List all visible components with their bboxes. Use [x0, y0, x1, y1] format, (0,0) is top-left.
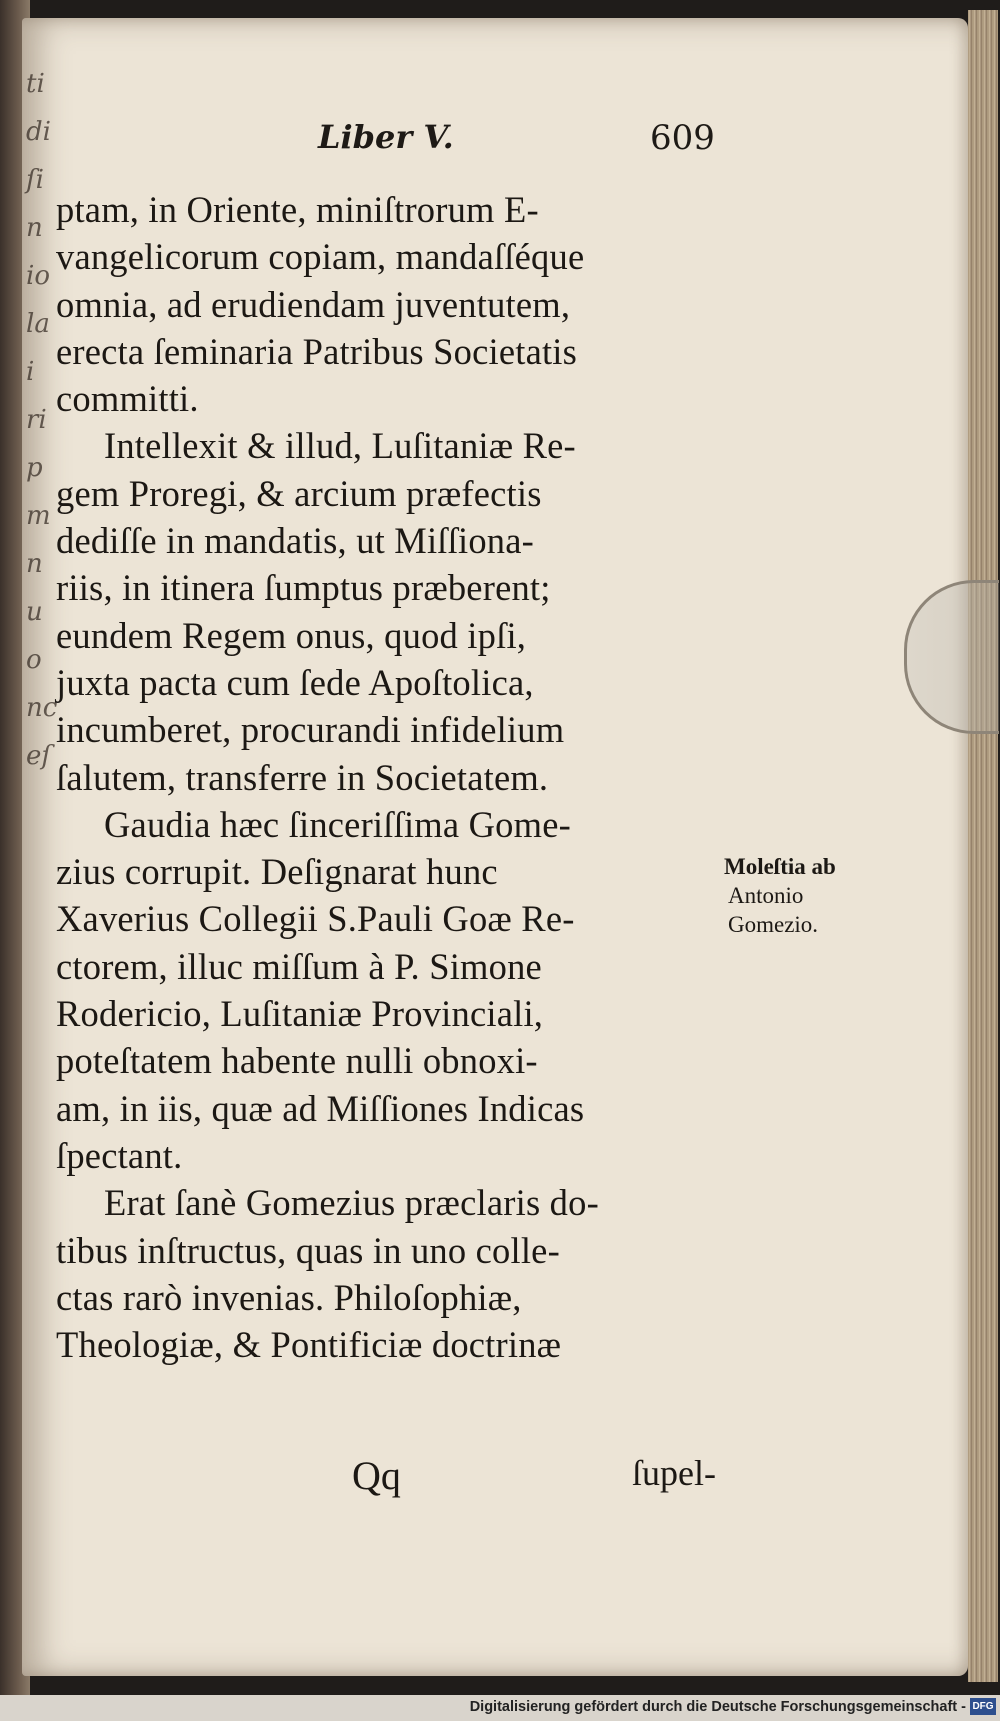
text-line: zius corrupit. Deſignarat hunc [56, 851, 498, 893]
body-text [56, 186, 716, 1368]
text-line: poteſtatem habente nulli obnoxi- [56, 1040, 538, 1082]
text-line: gem Proregi, & arcium præfectis [56, 472, 542, 514]
facing-page-bleed [26, 60, 58, 1540]
page-number: 609 [650, 118, 715, 158]
text-line: ſpectant. [56, 1134, 183, 1176]
bleed-fragment: o [26, 645, 42, 675]
dfg-logo: DFG [970, 1698, 996, 1715]
text-line: ſalutem, transferre in Societatem. [56, 756, 549, 798]
text-line: riis, in itinera ſumptus præberent; [56, 567, 551, 609]
text-line: Erat ſanè Gomezius præclaris do- [104, 1182, 599, 1224]
bleed-fragment: m [26, 501, 51, 531]
bleed-fragment: n [26, 549, 43, 579]
text-line: committi. [56, 378, 199, 420]
text-line: am, in iis, quæ ad Miſſiones Indicas [56, 1087, 585, 1129]
text-line: erecta ſeminaria Patribus Societatis [56, 330, 578, 372]
bleed-fragment: io [26, 261, 50, 291]
marginal-note-line: Moleſtia ab [724, 854, 836, 879]
text-line: Gaudia hæc ſinceriſſima Gome- [104, 803, 571, 845]
text-line: eundem Regem onus, quod ipſi, [56, 614, 527, 656]
bleed-fragment: nc [26, 693, 58, 723]
text-line: Intellexit & illud, Luſitaniæ Re- [104, 425, 576, 467]
bleed-fragment: n [26, 213, 43, 243]
bleed-fragment: u [26, 597, 43, 627]
text-line: juxta pacta cum ſede Apoſtolica, [56, 661, 534, 703]
bleed-fragment: di [26, 117, 51, 147]
text-line: ptam, in Oriente, miniſtrorum E- [56, 189, 539, 230]
bleed-fragment: eſ [26, 741, 52, 771]
text-line: Xaverius Collegii S.Pauli Goæ Re- [56, 898, 575, 940]
marginal-note-line: Gomezio. [728, 912, 819, 937]
text-line: dediſſe in mandatis, ut Miſſiona- [56, 520, 534, 562]
text-line: Rodericio, Luſitaniæ Provinciali, [56, 993, 544, 1035]
text-line: vangelicorum copiam, mandaſſéque [56, 236, 585, 278]
signature-mark: Qq [352, 1453, 401, 1498]
text-line: incumberet, procurandi infidelium [56, 709, 565, 751]
bleed-fragment: i [26, 357, 35, 387]
text-line: ctas rarò invenias. Philoſophiæ, [56, 1276, 522, 1318]
bleed-fragment: p [26, 453, 43, 483]
digitization-credit: Digitalisierung gefördert durch die Deutsche Forschungsgemeinschaft - [469, 1699, 966, 1715]
marginal-note [724, 852, 894, 939]
running-head-title: Liber V. [318, 118, 454, 156]
bleed-fragment: la [26, 309, 50, 339]
text-line: tibus inſtructus, quas in uno colle- [56, 1229, 560, 1271]
bleed-fragment: ri [26, 405, 47, 435]
page-edges [968, 10, 998, 1682]
text-line: omnia, ad erudiendam juventutem, [56, 283, 571, 325]
running-head [60, 118, 720, 162]
text-line: ctorem, illuc miſſum à P. Simone [56, 945, 542, 987]
catchword: ſupel- [632, 1453, 716, 1493]
marginal-note-line: Antonio [728, 883, 804, 908]
text-line: Theologiæ, & Pontificiæ doctrinæ [56, 1324, 562, 1366]
signature-line [56, 1452, 716, 1502]
bleed-fragment: ſi [26, 165, 44, 195]
bleed-fragment: ti [26, 69, 45, 99]
